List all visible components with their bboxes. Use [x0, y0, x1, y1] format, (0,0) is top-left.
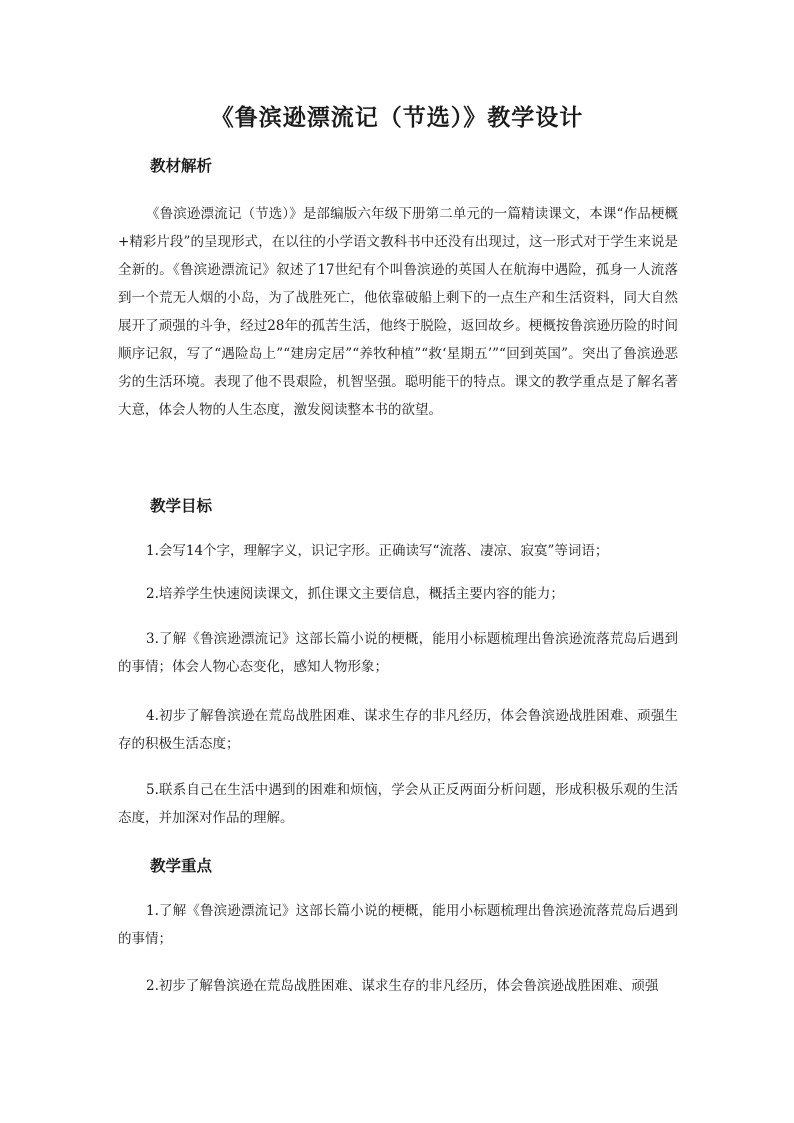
- goal-item-4: 4.初步了解鲁滨逊在荒岛战胜困难、谋求生存的非凡经历，体会鲁滨逊战胜困难、顽强生存的积极生活态度；: [118, 708, 678, 752]
- section-heading-key-points: 教学重点: [150, 856, 213, 875]
- goal-item-3: 3.了解《鲁滨逊漂流记》这部长篇小说的梗概，能用小标题梳理出鲁滨逊流落荒岛后遇到的事情；体会人物心态变化，感知人物形象；: [118, 631, 678, 675]
- goal-item-1: 1.会写14个字，理解字义，识记字形。正确读写“流落、凄凉、寂寞”等词语；: [146, 543, 609, 559]
- section-heading-goals: 教学目标: [150, 496, 213, 515]
- goal-item-2: 2.培养学生快速阅读课文，抓住课文主要信息，概括主要内容的能力；: [146, 586, 564, 602]
- document-title: 《鲁滨逊漂流记（节选）》教学设计: [210, 104, 584, 131]
- goal-item-5: 5.联系自己在生活中遇到的困难和烦恼，学会从正反两面分析问题，形成积极乐观的生活态度，并加深对作品的理解。: [118, 782, 678, 826]
- analysis-paragraph: 《鲁滨逊漂流记（节选）》是部编版六年级下册第二单元的一篇精读课文，本课“作品梗概+精彩片段”的呈现形式，在以往的小学语文教科书中还没有出现过，这一形式对于学生来说是全新的。《鲁滨逊漂流记》叙述了17世纪有个叫鲁滨逊的英国人在航海中遇险，孤身一人流落到一个荒无人烟的小岛，为了战胜死亡，他依靠破船上剩下的一点生产和生活资料，同大自然展开了顽强的斗争，经过28年的孤苦生活，他终于脱险，返回故乡。梗概按鲁滨逊历险的时间顺序记叙，写了“遇险岛上”“建房定居”“养牧种植”“救‘星期五’”“回到英国”。突出了鲁滨逊恶劣的生活环境。表现了他不畏艰险，机智坚强。聪明能干的特点。课文的教学重点是了解名著大意，体会人物的人生态度，激发阅读整本书的欲望。: [118, 206, 678, 418]
- key-point-item-2: 2.初步了解鲁滨逊在荒岛战胜困难、谋求生存的非凡经历，体会鲁滨逊战胜困难、顽强: [146, 978, 659, 994]
- key-point-item-1: 1.了解《鲁滨逊漂流记》这部长篇小说的梗概，能用小标题梳理出鲁滨逊流落荒岛后遇到的事情；: [118, 903, 678, 947]
- section-heading-analysis: 教材解析: [150, 156, 213, 175]
